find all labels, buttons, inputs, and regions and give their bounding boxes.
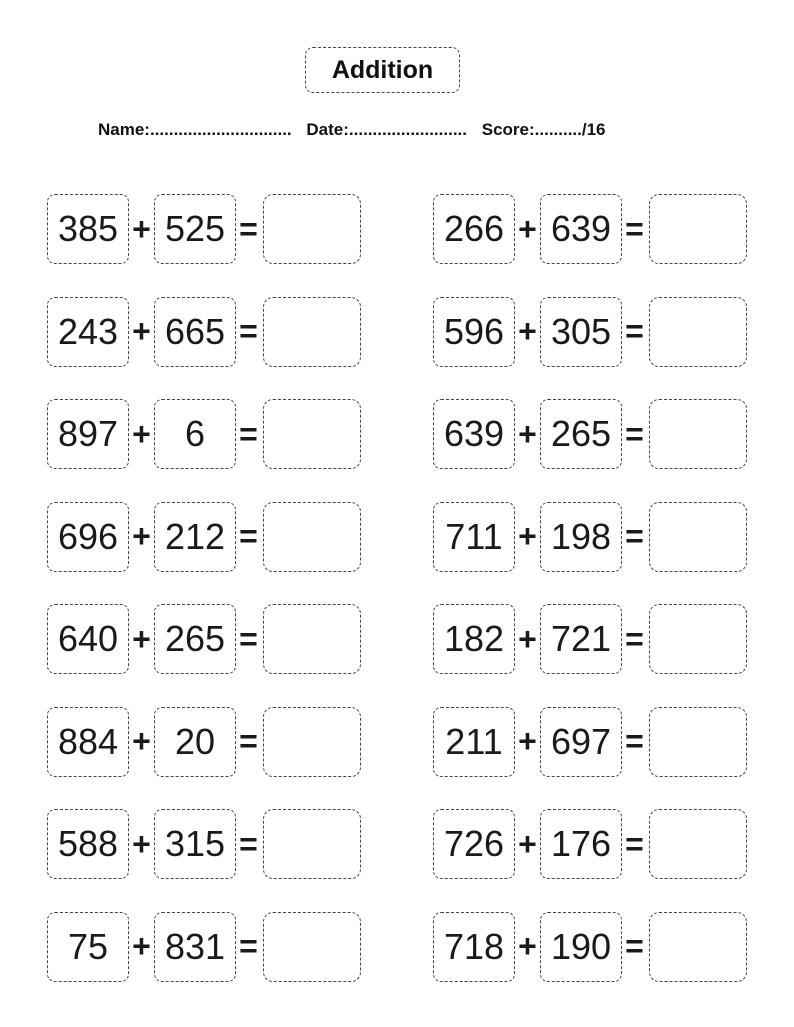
first-addend: 718 <box>433 912 515 982</box>
equals-sign: = <box>239 825 258 862</box>
second-addend: 198 <box>540 502 622 572</box>
second-addend: 305 <box>540 297 622 367</box>
answer-box[interactable] <box>263 194 361 264</box>
plus-sign: + <box>132 415 151 452</box>
answer-box[interactable] <box>649 912 747 982</box>
date-field[interactable]: Date:......................... <box>306 120 467 139</box>
plus-sign: + <box>132 518 151 554</box>
equals-sign: = <box>239 313 258 349</box>
problem-5 <box>47 398 361 470</box>
second-addend: 525 <box>154 194 236 264</box>
problem-6 <box>433 398 747 470</box>
first-addend: 266 <box>433 194 515 264</box>
equals-sign: = <box>625 518 644 554</box>
plus-sign: + <box>518 518 537 554</box>
equals-sign: = <box>625 723 644 759</box>
first-addend: 640 <box>47 604 129 674</box>
problem-12 <box>433 706 747 778</box>
equals-sign: = <box>239 928 258 964</box>
answer-box[interactable] <box>263 297 361 367</box>
answer-box[interactable] <box>649 604 747 674</box>
equals-sign: = <box>239 210 258 247</box>
answer-box[interactable] <box>649 194 747 264</box>
first-addend: 243 <box>47 297 129 367</box>
plus-sign: + <box>132 825 151 862</box>
first-addend: 639 <box>433 399 515 469</box>
plus-sign: + <box>518 723 537 759</box>
first-addend: 884 <box>47 707 129 777</box>
problem-13 <box>47 808 361 880</box>
second-addend: 697 <box>540 707 622 777</box>
answer-box[interactable] <box>649 707 747 777</box>
equals-sign: = <box>625 620 644 657</box>
answer-box[interactable] <box>263 912 361 982</box>
plus-sign: + <box>132 723 151 759</box>
first-addend: 897 <box>47 399 129 469</box>
answer-box[interactable] <box>649 399 747 469</box>
problem-2 <box>433 193 747 265</box>
first-addend: 588 <box>47 809 129 879</box>
problem-9 <box>47 603 361 675</box>
plus-sign: + <box>518 313 537 349</box>
first-addend: 385 <box>47 194 129 264</box>
problem-4 <box>433 296 747 368</box>
plus-sign: + <box>132 928 151 964</box>
second-addend: 176 <box>540 809 622 879</box>
score-field: Score:........../16 <box>481 120 606 139</box>
answer-box[interactable] <box>263 604 361 674</box>
equals-sign: = <box>625 210 644 247</box>
second-addend: 190 <box>540 912 622 982</box>
problem-11 <box>47 706 361 778</box>
first-addend: 726 <box>433 809 515 879</box>
equals-sign: = <box>625 313 644 349</box>
problem-3 <box>47 296 361 368</box>
worksheet-title-text: Addition <box>331 55 434 84</box>
answer-box[interactable] <box>263 809 361 879</box>
answer-box[interactable] <box>263 502 361 572</box>
second-addend: 20 <box>154 707 236 777</box>
second-addend: 831 <box>154 912 236 982</box>
equals-sign: = <box>239 518 258 554</box>
second-addend: 639 <box>540 194 622 264</box>
plus-sign: + <box>518 210 537 247</box>
name-field[interactable]: Name:.............................. <box>98 120 292 139</box>
second-addend: 6 <box>154 399 236 469</box>
plus-sign: + <box>518 620 537 657</box>
second-addend: 265 <box>540 399 622 469</box>
first-addend: 182 <box>433 604 515 674</box>
problem-8 <box>433 501 747 573</box>
equals-sign: = <box>239 620 258 657</box>
second-addend: 665 <box>154 297 236 367</box>
equals-sign: = <box>239 723 258 759</box>
answer-box[interactable] <box>649 809 747 879</box>
problem-10 <box>433 603 747 675</box>
equals-sign: = <box>625 825 644 862</box>
plus-sign: + <box>518 825 537 862</box>
answer-box[interactable] <box>649 502 747 572</box>
plus-sign: + <box>518 415 537 452</box>
problem-15 <box>47 911 361 983</box>
first-addend: 711 <box>433 502 515 572</box>
problem-1 <box>47 193 361 265</box>
first-addend: 75 <box>47 912 129 982</box>
answer-box[interactable] <box>649 297 747 367</box>
equals-sign: = <box>239 415 258 452</box>
problem-16 <box>433 911 747 983</box>
second-addend: 721 <box>540 604 622 674</box>
equals-sign: = <box>625 415 644 452</box>
answer-box[interactable] <box>263 707 361 777</box>
problem-14 <box>433 808 747 880</box>
equals-sign: = <box>625 928 644 964</box>
plus-sign: + <box>132 620 151 657</box>
plus-sign: + <box>132 210 151 247</box>
problem-7 <box>47 501 361 573</box>
answer-box[interactable] <box>263 399 361 469</box>
plus-sign: + <box>132 313 151 349</box>
first-addend: 211 <box>433 707 515 777</box>
second-addend: 265 <box>154 604 236 674</box>
plus-sign: + <box>518 928 537 964</box>
second-addend: 212 <box>154 502 236 572</box>
first-addend: 696 <box>47 502 129 572</box>
first-addend: 596 <box>433 297 515 367</box>
second-addend: 315 <box>154 809 236 879</box>
